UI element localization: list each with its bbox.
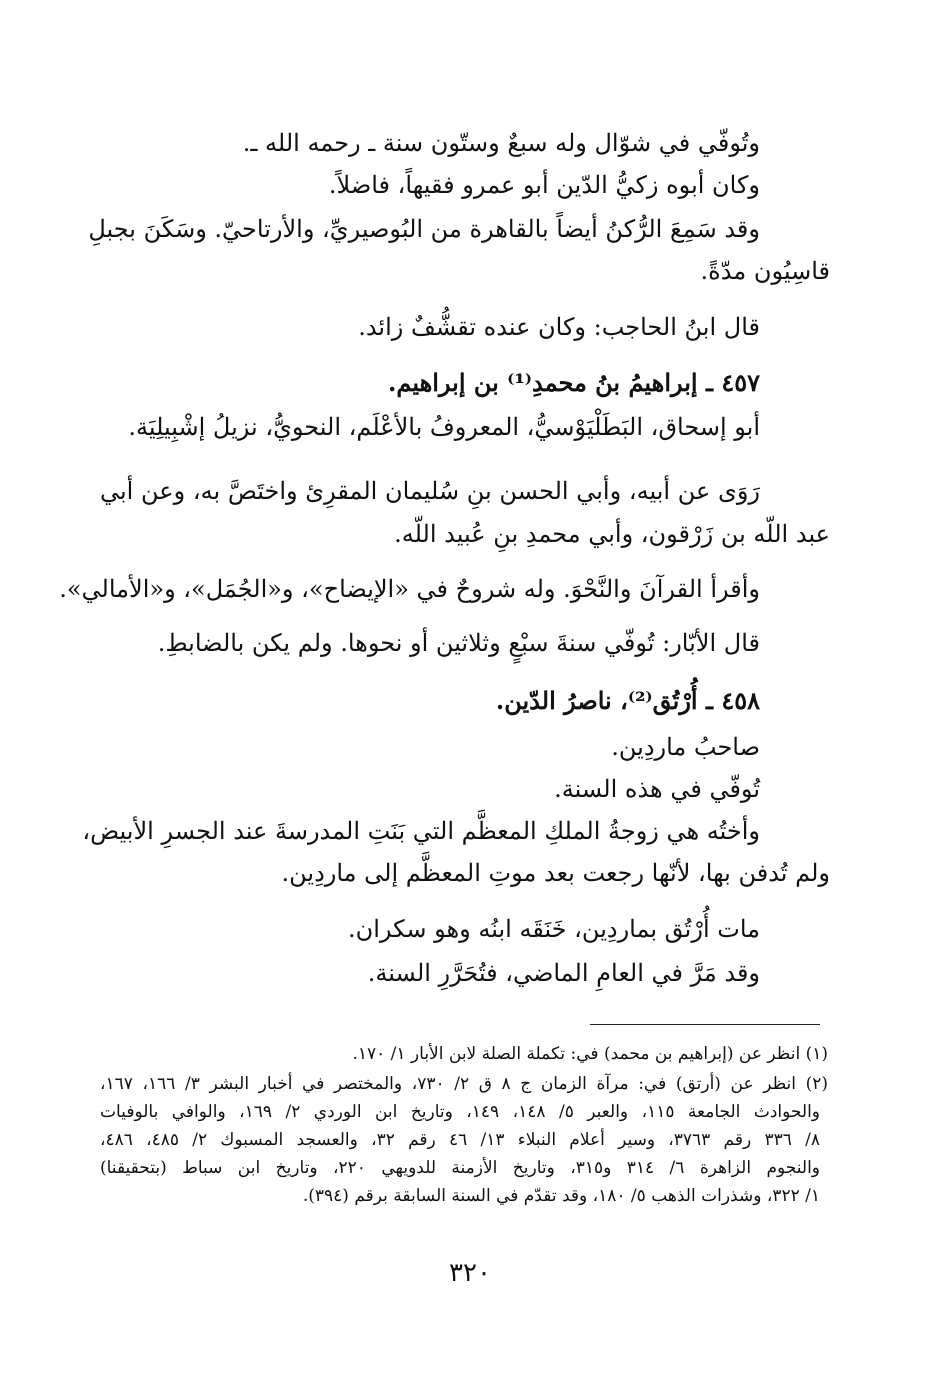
footnote-1: (١) انظر عن (إبراهيم بن محمد) في: تكملة الصلة لابن الأبار ١/ ١٧٠. (352, 1044, 828, 1064)
footnote-separator (590, 1024, 820, 1025)
text-line: أبو إسحاق، البَطَلْيَوْسيُّ، المعروفُ بالأعْلَم، النحويُّ، نزيلُ إشْبِيلِيَة. (128, 413, 760, 441)
text-line: صاحبُ ماردِين. (611, 733, 760, 761)
text-line: وكان أبوه زكيُّ الدّين أبو عمرو فقيهاً، فاضلاً. (328, 171, 760, 199)
entry-heading-457: ٤٥٧ ـ إبراهيمُ بنُ محمدِ⁽¹⁾ بن إبراهيم. (388, 368, 760, 397)
text-line: تُوفّي في هذه السنة. (554, 775, 760, 803)
text-line: عبد اللّه بن زَرْقون، وأبي محمدِ بنِ عُبيد اللّه. (394, 520, 830, 548)
text-line: وقد سَمِعَ الرُّكنُ أيضاً بالقاهرة من البُوصيريِّ، والأرتاحيّ. وسَكَنَ بجبلِ (88, 215, 760, 243)
text-line: قاسِيُون مدّةً. (700, 257, 830, 285)
entry-heading-458: ٤٥٨ ـ أُرْتُق⁽²⁾، ناصرُ الدّين. (495, 686, 760, 715)
page-number: ٣٢٠ (449, 1258, 491, 1288)
text-line: قال ابنُ الحاجب: وكان عنده تقشُّفٌ زائد. (358, 313, 760, 341)
footnote-2: (٢) انظر عن (أرتق) في: مرآة الزمان ج ٨ ق ٢/ ٧٣٠، والمختصر في أخبار البشر ٣/ ١٦٦، ١٦٧، (100, 1074, 829, 1094)
footnote-2-cont: ٨/ ٣٣٦ رقم ٣٧٦٣، وسير أعلام النبلاء ١٣/ ٤٦ رقم ٣٢، والعسجد المسبوك ٢/ ٤٨٥، ٤٨٦، (100, 1130, 820, 1150)
text-line: ولم تُدفن بها، لأنّها رجعت بعد موتِ المعظَّم إلى ماردِين. (281, 859, 830, 887)
text-line: وقد مَرَّ في العامِ الماضي، فتُحَرَّرِ السنة. (367, 959, 760, 987)
text-line: رَوَى عن أبيه، وأبي الحسن بنِ سُليمان المقرِئ واختَصَّ به، وعن أبي (100, 477, 760, 505)
text-line: وتُوفّي في شوّال وله سبعٌ وستّون سنة ـ رحمه الله ـ. (242, 129, 760, 157)
footnote-2-cont: ١/ ٣٢٢، وشذرات الذهب ٥/ ١٨٠، وقد تقدّم في السنة السابقة برقم (٣٩٤). (302, 1186, 820, 1206)
footnote-2-cont: والحوادث الجامعة ١١٥، والعبر ٥/ ١٤٨، ١٤٩، وتاريخ ابن الوردي ٢/ ١٦٩، والوافي بالوفيات (100, 1102, 820, 1122)
text-line: وأختُه هي زوجةُ الملكِ المعظَّم التي بَنَتِ المدرسةَ عند الجسرِ الأبيض، (82, 817, 760, 845)
text-line: مات أُرْتُق بماردِين، خَنَقَه ابنُه وهو سكران. (347, 915, 760, 943)
footnote-2-cont: والنجوم الزاهرة ٦/ ٣١٤ و٣١٥، وتاريخ الأزمنة للدويهي ٢٢٠، وتاريخ ابن سباط (بتحقيقنا) (100, 1158, 820, 1178)
text-line: وأقرأ القرآنَ والنَّحْوَ. وله شروحٌ في «الإيضاح»، و«الجُمَل»، و«الأمالي». (59, 575, 760, 603)
text-line: قال الأبّار: تُوفّي سنةَ سبْعٍ وثلاثين أو نحوها. ولم يكن بالضابطِ. (157, 629, 760, 657)
